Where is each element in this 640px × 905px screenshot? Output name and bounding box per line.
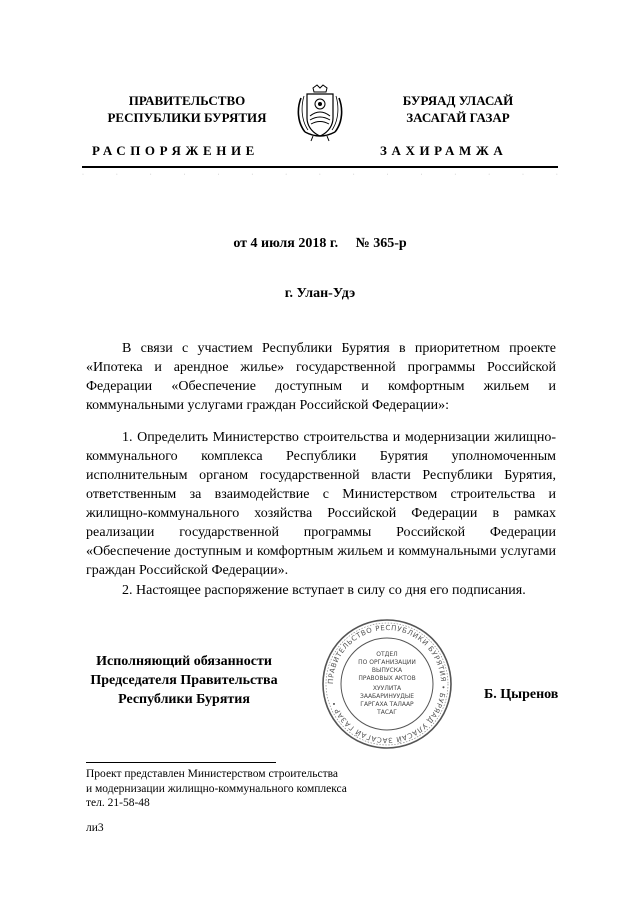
document-date: от 4 июля 2018 г. xyxy=(233,236,339,251)
city: г. Улан-Удэ xyxy=(284,286,356,301)
clause-1-paragraph: 1. Определить Министерство строительства и модернизации жилищно-коммунального комплекса Республики Бурятия уполномоченным исполнительным органом государственной власти Республики Бурятия, ответственным за взаимодействие с Министерством строительства и жилищно-коммунального хозяйства Российской Федерации в рамках реализации государственной программы Российской Федерации «Обеспечение доступным и комфортным жильем и коммунальными услугами граждан Российской Федерации». xyxy=(86,430,556,578)
footnote-line1: Проект представлен Министерством строительства xyxy=(86,768,339,780)
header-right-line1: БУРЯАД УЛАСАЙ xyxy=(402,93,514,108)
footnote-phone: тел. 21-58-48 xyxy=(86,797,150,809)
footnote xyxy=(86,767,347,811)
seal-inner-line4: ПРАВОВЫХ АКТОВ xyxy=(358,675,416,682)
signatory-title xyxy=(86,652,282,709)
seal-inner-line5: ХУУЛИТА xyxy=(372,685,402,692)
header-left-line1: ПРАВИТЕЛЬСТВО xyxy=(128,93,246,108)
doc-type-russian: РАСПОРЯЖЕНИЕ xyxy=(92,143,259,158)
seal-inner-line1: ОТДЕЛ xyxy=(376,651,398,658)
document-code: ли3 xyxy=(86,822,104,834)
seal-outer-text: ПРАВИТЕЛЬСТВО РЕСПУБЛИКИ БУРЯТИЯ • БУРЯАД УЛАСАЙ ЗАСАГАЙ ГАЗАР • xyxy=(326,623,448,745)
official-seal-stamp xyxy=(321,618,453,750)
header-left-line2: РЕСПУБЛИКИ БУРЯТИЯ xyxy=(107,110,267,125)
signatory-title-line1: Исполняющий обязанности xyxy=(96,654,272,669)
seal-inner-line2: ПО ОРГАНИЗАЦИИ xyxy=(358,659,416,666)
document-number: № 365-р xyxy=(355,236,407,251)
date-number-line xyxy=(0,236,640,252)
coat-of-arms-icon xyxy=(295,84,345,142)
preamble-paragraph: В связи с участием Республики Бурятия в приоритетном проекте «Ипотека и арендное жилье» государственной программы Российской Федерации «Обеспечение доступным и комфортным жильем и коммунальными услугами граждан Российской Федерации»: xyxy=(86,341,556,413)
seal-inner-line6: ЗААБАРИНУУДЫЕ xyxy=(360,693,414,700)
doc-type-buryat: ЗАХИРАМЖА xyxy=(380,143,508,158)
header-divider xyxy=(82,166,558,168)
signatory-title-line3: Республики Бурятия xyxy=(118,692,250,707)
header-dotted-line: · · · · · · · · · · · · · · · xyxy=(82,172,558,178)
seal-inner-line7: ГАРГАХА ТАЛААР xyxy=(360,701,414,708)
clause-2-paragraph: 2. Настоящее распоряжение вступает в силу со дня его подписания. xyxy=(122,583,526,598)
header-right-block xyxy=(368,92,548,126)
footnote-line2: и модернизации жилищно-коммунального комплекса xyxy=(86,782,347,795)
signatory-name: Б. Цыренов xyxy=(484,687,559,702)
header-right-line2: ЗАСАГАЙ ГАЗАР xyxy=(406,110,510,125)
header-left-block xyxy=(92,92,282,126)
signatory-title-line2: Председателя Правительства xyxy=(90,673,278,688)
footnote-divider xyxy=(86,762,276,763)
seal-inner-line8: ТАСАГ xyxy=(377,709,397,716)
seal-inner-line3: ВЫПУСКА xyxy=(371,667,403,674)
